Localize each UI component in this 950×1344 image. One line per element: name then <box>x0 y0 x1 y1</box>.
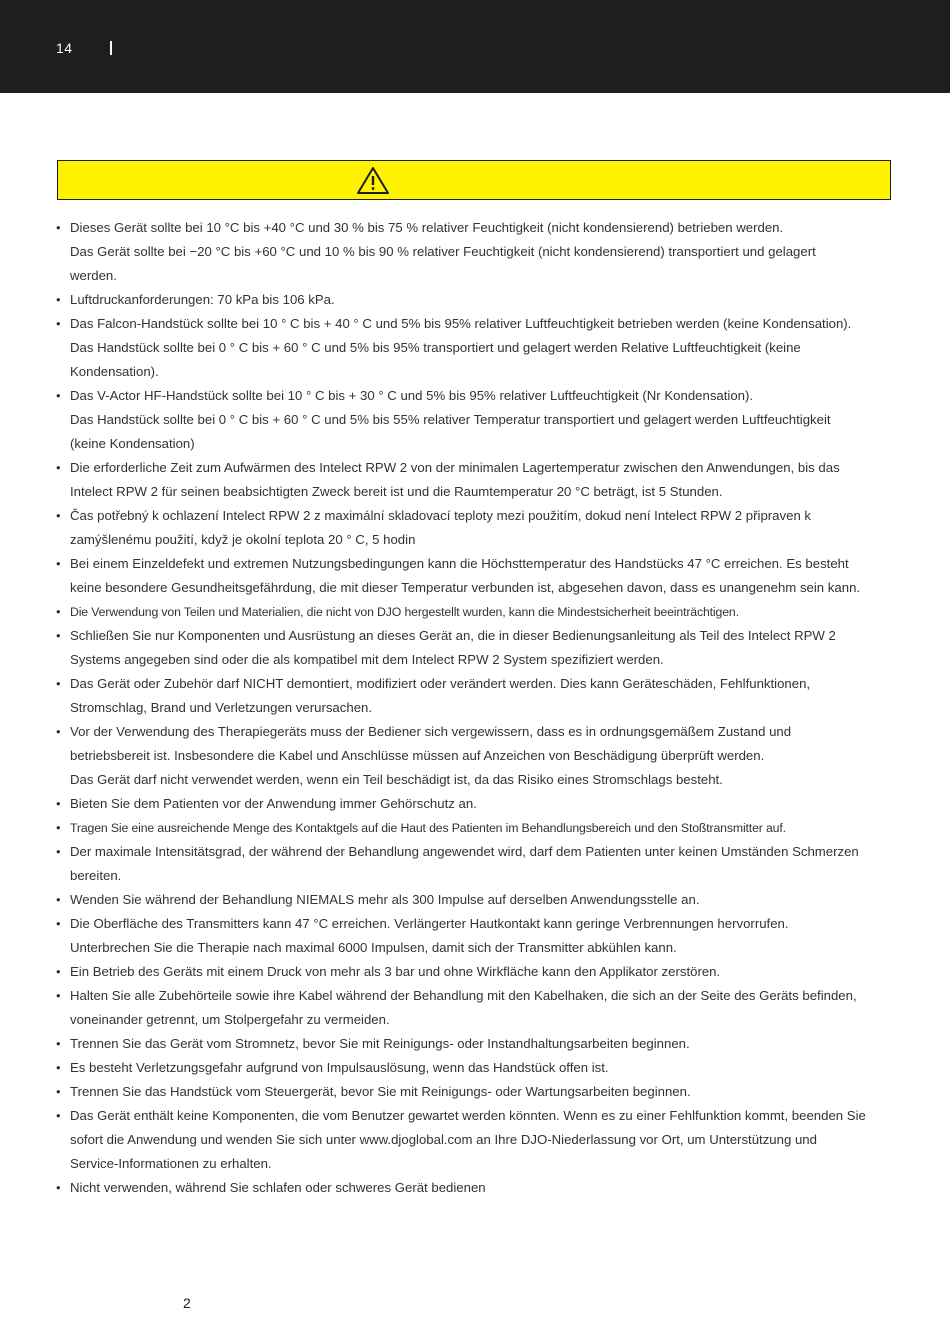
bullet-text: Tragen Sie eine ausreichende Menge des Kontaktgels auf die Haut des Patienten im Behandlungsbereich und den Stoßtransmitter auf. <box>70 821 786 835</box>
bullet-item <box>56 600 866 624</box>
bullet-item <box>56 720 866 792</box>
bullet-item <box>56 816 866 840</box>
bullet-text: Trennen Sie das Gerät vom Stromnetz, bevor Sie mit Reinigungs- oder Instandhaltungsarbeiten beginnen. <box>70 1036 690 1051</box>
bullet-item <box>56 288 866 312</box>
bullet-dot-icon: • <box>56 220 61 235</box>
bullet-item <box>56 840 866 888</box>
bullet-text: Ein Betrieb des Geräts mit einem Druck von mehr als 3 bar und ohne Wirkfläche kann den Applikator zerstören. <box>70 964 721 979</box>
footer-number: 2 <box>183 1295 191 1311</box>
bullet-text: Die Verwendung von Teilen und Materialien, die nicht von DJO hergestellt wurden, kann die Mindestsicherheit beeinträchtigen. <box>70 605 739 619</box>
bullet-item <box>56 312 866 384</box>
bullet-item <box>56 672 866 720</box>
bullet-dot-icon: • <box>56 892 61 907</box>
bullet-item <box>56 624 866 672</box>
bullet-dot-icon: • <box>56 460 61 475</box>
bullet-dot-icon: • <box>56 1060 61 1075</box>
bullet-dot-icon: • <box>56 316 61 331</box>
bullet-item <box>56 1080 866 1104</box>
bullet-text: Wenden Sie während der Behandlung NIEMALS mehr als 300 Impulse auf derselben Anwendungsstelle an. <box>70 892 700 907</box>
page-number: 14 <box>56 40 73 56</box>
bullet-text: Dieses Gerät sollte bei 10 °C bis +40 °C und 30 % bis 75 % relativer Feuchtigkeit (nicht kondensierend) betrieben werden. Das Gerät sollte bei −20 °C bis +60 °C und 10 % bis 90 % relativer Feuchtigkeit (nicht kondensierend) transportiert und gelagert werden. <box>70 220 816 283</box>
bullet-text: Es besteht Verletzungsgefahr aufgrund von Impulsauslösung, wenn das Handstück offen ist. <box>70 1060 609 1075</box>
bullet-item <box>56 792 866 816</box>
bullet-text: Das V-Actor HF-Handstück sollte bei 10 ° C bis + 30 ° C und 5% bis 95% relativer Luftfeuchtigkeit (Nr Kondensation). Das Handstück sollte bei 0 ° C bis + 60 ° C und 5% bis 55% relativer Temperatur transportiert und gelagert werden Luftfeuchtigkeit (keine Kondensation) <box>70 388 831 451</box>
bullet-dot-icon: • <box>56 1036 61 1051</box>
bullet-item <box>56 1176 866 1200</box>
bullet-text: Vor der Verwendung des Therapiegeräts muss der Bediener sich vergewissern, dass es in ordnungsgemäßem Zustand und betriebsbereit ist. Insbesondere die Kabel und Anschlüsse müssen auf Anzeichen von Beschädigung überprüft werden. Das Gerät darf nicht verwendet werden, wenn ein Teil beschädigt ist, da das Risiko eines Stromschlags besteht. <box>70 724 792 787</box>
header-divider <box>110 41 112 55</box>
bullet-item <box>56 504 866 552</box>
bullet-dot-icon: • <box>56 1180 61 1195</box>
page-header-bar <box>0 0 950 93</box>
bullet-dot-icon: • <box>56 988 61 1003</box>
bullet-text: Čas potřebný k ochlazení Intelect RPW 2 z maximální skladovací teploty mezi použitím, dokud není Intelect RPW 2 připraven k zamýšlenému použití, když je okolní teplota 20 ° C, 5 hodin <box>70 508 812 547</box>
bullet-text: Die erforderliche Zeit zum Aufwärmen des Intelect RPW 2 von der minimalen Lagertemperatur zwischen den Anwendungen, bis das Intelect RPW 2 für seinen beabsichtigten Zweck bereit ist und die Raumtemperatur 20 °C beträgt, ist 5 Stunden. <box>70 460 840 499</box>
bullet-dot-icon: • <box>56 724 61 739</box>
bullet-text: Halten Sie alle Zubehörteile sowie ihre Kabel während der Behandlung mit den Kabelhaken, die sich an der Seite des Geräts befinden, voneinander getrennt, um Stolpergefahr zu vermeiden. <box>70 988 857 1027</box>
bullet-dot-icon: • <box>56 1084 61 1099</box>
warning-banner <box>57 160 891 200</box>
bullet-item <box>56 1056 866 1080</box>
bullet-text: Das Gerät oder Zubehör darf NICHT demontiert, modifiziert oder verändert werden. Dies kann Geräteschäden, Fehlfunktionen, Stromschlag, Brand und Verletzungen verursachen. <box>70 676 811 715</box>
bullet-item <box>56 384 866 456</box>
bullet-dot-icon: • <box>56 508 61 523</box>
bullet-text: Bei einem Einzeldefekt und extremen Nutzungsbedingungen kann die Höchsttemperatur des Handstücks 47 °C erreichen. Es besteht keine besondere Gesundheitsgefährdung, die mit dieser Temperatur verbunden ist, abgesehen davon, dass es unangenehm sein kann. <box>70 556 861 595</box>
bullet-text: Luftdruckanforderungen: 70 kPa bis 106 kPa. <box>70 292 335 307</box>
bullet-dot-icon: • <box>56 556 61 571</box>
bullet-text: Nicht verwenden, während Sie schlafen oder schweres Gerät bedienen <box>70 1180 486 1195</box>
bullet-item <box>56 1104 866 1176</box>
bullet-dot-icon: • <box>56 916 61 931</box>
bullet-dot-icon: • <box>56 796 61 811</box>
warning-bullet-list <box>56 216 866 1200</box>
bullet-dot-icon: • <box>56 676 61 691</box>
bullet-text: Schließen Sie nur Komponenten und Ausrüstung an dieses Gerät an, die in dieser Bedienungsanleitung als Teil des Intelect RPW 2 Systems angegeben sind oder die als kompatibel mit dem Intelect RPW 2 System spezifiziert werden. <box>70 628 836 667</box>
bullet-item <box>56 912 866 960</box>
bullet-text: Das Gerät enthält keine Komponenten, die vom Benutzer gewartet werden könnten. Wenn es zu einer Fehlfunktion kommt, beenden Sie sofort die Anwendung und wenden Sie sich unter www.djoglobal.com an Ihre DJO-Niederlassung vor Ort, um Unterstützung und Service-Informationen zu erhalten. <box>70 1108 866 1171</box>
bullet-dot-icon: • <box>56 964 61 979</box>
bullet-item <box>56 456 866 504</box>
bullet-dot-icon: • <box>56 388 61 403</box>
bullet-text: Das Falcon-Handstück sollte bei 10 ° C bis + 40 ° C und 5% bis 95% relativer Luftfeuchtigkeit betrieben werden (keine Kondensation). Das Handstück sollte bei 0 ° C bis + 60 ° C und 5% bis 95% transportiert und gelagert werden Relative Luftfeuchtigkeit (keine Kondensation). <box>70 316 852 379</box>
bullet-dot-icon: • <box>56 292 61 307</box>
bullet-item <box>56 1032 866 1056</box>
warning-triangle-icon <box>356 166 390 195</box>
bullet-text: Bieten Sie dem Patienten vor der Anwendung immer Gehörschutz an. <box>70 796 477 811</box>
bullet-item <box>56 888 866 912</box>
bullet-text: Der maximale Intensitätsgrad, der während der Behandlung angewendet wird, darf dem Patienten unter keinen Umständen Schmerzen bereiten. <box>70 844 859 883</box>
bullet-dot-icon: • <box>56 604 61 619</box>
bullet-item <box>56 984 866 1032</box>
bullet-item <box>56 216 866 288</box>
bullet-dot-icon: • <box>56 1108 61 1123</box>
bullet-item <box>56 552 866 600</box>
bullet-dot-icon: • <box>56 844 61 859</box>
bullet-text: Trennen Sie das Handstück vom Steuergerät, bevor Sie mit Reinigungs- oder Wartungsarbeiten beginnen. <box>70 1084 691 1099</box>
bullet-dot-icon: • <box>56 628 61 643</box>
bullet-dot-icon: • <box>56 820 61 835</box>
bullet-text: Die Oberfläche des Transmitters kann 47 °C erreichen. Verlängerter Hautkontakt kann geringe Verbrennungen hervorrufen. Unterbrechen Sie die Therapie nach maximal 6000 Impulsen, damit sich der Transmitter abkühlen kann. <box>70 916 789 955</box>
bullet-item <box>56 960 866 984</box>
